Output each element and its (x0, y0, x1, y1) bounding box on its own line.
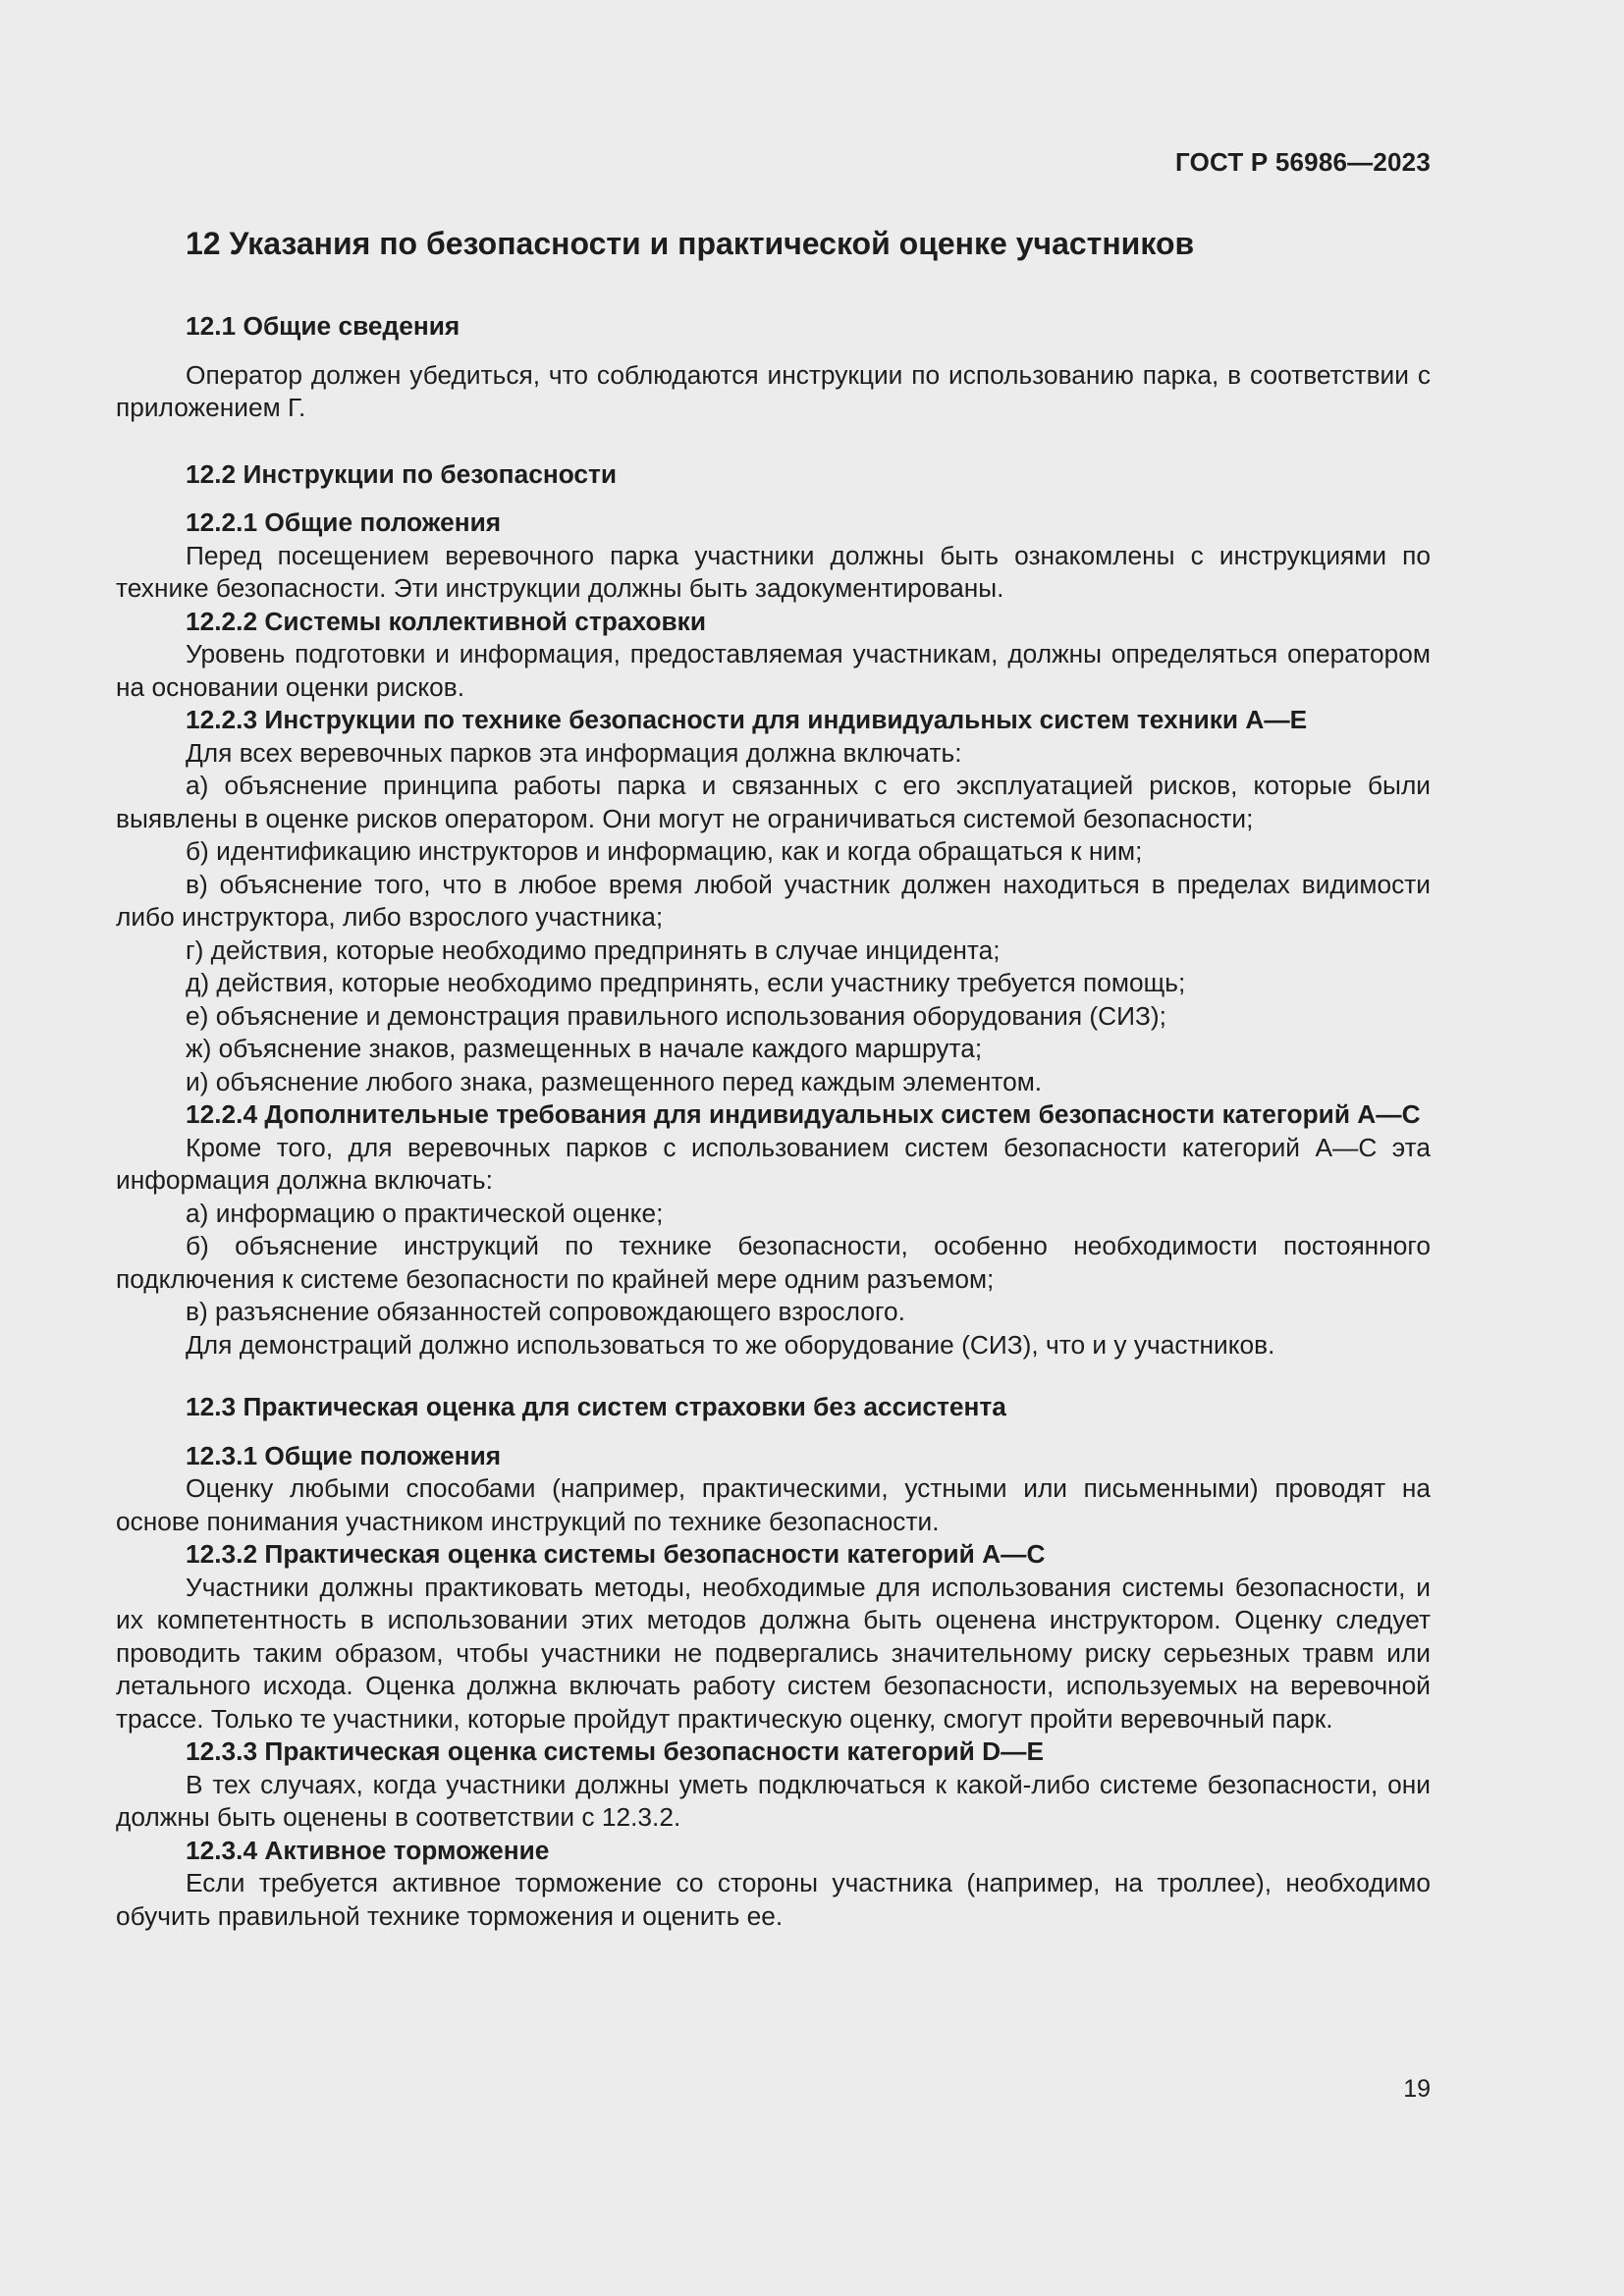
list-item: в) разъяснение обязанностей сопровождающего взрослого. (186, 1297, 905, 1326)
heading-12-3: 12.3 Практическая оценка для систем страховки без ассистента (186, 1392, 1006, 1421)
paragraph-12-2-2: Уровень подготовки и информация, предоставляемая участникам, должны определяться оператором на основании оценки рисков. (116, 639, 1431, 702)
list-item: г) действия, которые необходимо предпринять в случае инцидента; (186, 934, 1001, 965)
list-item: а) объяснение принципа работы парка и связанных с его эксплуатацией рисков, которые были выявлены в оценке рисков оператором. Они могут не ограничиваться системой безопасности; (116, 771, 1431, 833)
list-item: е) объяснение и демонстрация правильного использования оборудования (СИЗ); (186, 1000, 1166, 1031)
paragraph-12-2-4-outro: Для демонстраций должно использоваться то же оборудование (СИЗ), что и у участников. (186, 1329, 1275, 1360)
list-item: в) объяснение того, что в любое время любой участник должен находиться в пределах видимости либо инструктора, либо взрослого участника; (116, 869, 1431, 932)
paragraph-12-1: Оператор должен убедиться, что соблюдаются инструкции по использованию парка, в соответствии с приложением Г. (116, 359, 1431, 422)
list-item: б) идентификацию инструкторов и информацию, как и когда обращаться к ним; (186, 836, 1143, 866)
section-title: 12 Указания по безопасности и практической оценке участников (186, 226, 1195, 261)
paragraph-12-3-4: Если требуется активное торможение со стороны участника (например, на троллее), необходимо обучить правильной технике торможения и оценить ее. (116, 1868, 1431, 1931)
paragraph-12-2-1: Перед посещением веревочного парка участники должны быть ознакомлены с инструкциями по технике безопасности. Эти инструкции должны быть задокументированы. (116, 540, 1431, 603)
list-item: б) объяснение инструкций по технике безопасности, особенно необходимости постоянного подключения к системе безопасности по крайней мере одним разъемом; (116, 1231, 1431, 1294)
heading-12-2-2: 12.2.2 Системы коллективной страховки (186, 606, 706, 636)
paragraph-12-3-1: Оценку любыми способами (например, практическими, устными или письменными) проводят на основе понимания участником инструкций по технике безопасности. (116, 1473, 1431, 1536)
heading-12-2: 12.2 Инструкции по безопасности (186, 458, 618, 489)
heading-12-3-4: 12.3.4 Активное торможение (186, 1835, 550, 1865)
heading-12-3-3: 12.3.3 Практическая оценка системы безопасности категорий D—E (186, 1736, 1044, 1766)
page-content (116, 224, 1431, 1933)
list-item: и) объяснение любого знака, размещенного перед каждым элементом. (186, 1066, 1043, 1096)
heading-12-3-2: 12.3.2 Практическая оценка системы безопасности категорий A—C (186, 1539, 1046, 1569)
paragraph-12-2-3-intro: Для всех веревочных парков эта информация должна включать: (186, 737, 962, 768)
heading-12-2-4: 12.2.4 Дополнительные требования для индивидуальных систем безопасности категорий A—C (186, 1099, 1421, 1129)
paragraph-12-2-4-intro: Кроме того, для веревочных парков с использованием систем безопасности категорий A—C эта информация должна включать: (116, 1132, 1431, 1195)
list-item: ж) объяснение знаков, размещенных в начале каждого маршрута; (186, 1034, 983, 1063)
heading-12-2-1: 12.2.1 Общие положения (186, 507, 502, 537)
paragraph-12-3-3: В тех случаях, когда участники должны уметь подключаться к какой-либо системе безопасности, они должны быть оценены в соответствии с 12.3.2. (116, 1769, 1431, 1832)
document-code-header: ГОСТ Р 56986—2023 (1175, 147, 1431, 177)
heading-12-1: 12.1 Общие сведения (186, 311, 460, 341)
list-item: д) действия, которые необходимо предпринять, если участнику требуется помощь; (186, 968, 1186, 997)
heading-12-3-1: 12.3.1 Общие положения (186, 1440, 502, 1470)
list-item: а) информацию о практической оценке; (186, 1198, 664, 1228)
paragraph-12-3-2: Участники должны практиковать методы, необходимые для использования системы безопасности, и их компетентность в использовании этих методов должна быть оценена инструктором. Оценку следует проводить таким образом, чтобы участники не подвергались значительному риску серьезных травм или летального исхода. Оценка должна включать работу систем безопасности, используемых на веревочной трассе. Только те участники, которые пройдут практическую оценку, смогут пройти веревочный парк. (116, 1572, 1431, 1734)
page-number: 19 (1403, 2075, 1431, 2103)
heading-12-2-3: 12.2.3 Инструкции по технике безопасности для индивидуальных систем техники A—E (186, 705, 1308, 734)
